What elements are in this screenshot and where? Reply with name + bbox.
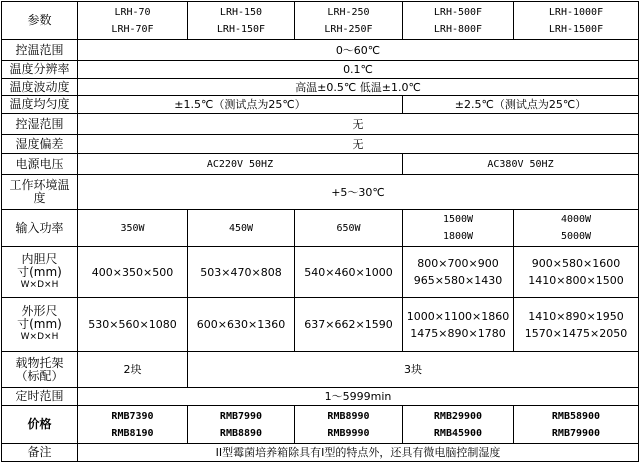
row-label: 工作环境温 度 (2, 175, 78, 210)
row-label: 载物托架 （标配） (2, 352, 78, 388)
row-label: 备注 (2, 444, 78, 462)
row-label: 控温范围 (2, 40, 78, 61)
shelves-rest: 3块 (188, 352, 639, 388)
model-cell: LRH-150 LRH-150F (188, 2, 295, 40)
row-value-right: ±2.5℃（测试点为25℃） (403, 96, 639, 114)
model-cell: LRH-500F LRH-800F (403, 2, 514, 40)
header-row (2, 2, 639, 40)
row-value: 无 (78, 114, 639, 135)
power-cell: 1500W 1800W (403, 210, 514, 247)
price-row (2, 406, 639, 444)
fluctuation-row (2, 79, 639, 96)
row-value: +5～30℃ (78, 175, 639, 210)
size-cell: 540×460×1000 (295, 247, 403, 298)
size-cell: 400×350×500 (78, 247, 188, 298)
row-value-left: AC220V 50HZ (78, 154, 403, 175)
power-row (2, 210, 639, 247)
size-cell: 1410×890×1950 1570×1475×2050 (514, 298, 639, 352)
power-cell: 450W (188, 210, 295, 247)
row-label: 控湿范围 (2, 114, 78, 135)
model-cell: LRH-250 LRH-250F (295, 2, 403, 40)
price-cell: RMB7990 RMB8890 (188, 406, 295, 444)
row-label: 湿度偏差 (2, 135, 78, 154)
price-cell: RMB58900 RMB79900 (514, 406, 639, 444)
row-label: 电源电压 (2, 154, 78, 175)
row-label: 输入功率 (2, 210, 78, 247)
uniformity-row (2, 96, 639, 114)
outer-size-row (2, 298, 639, 352)
power-cell: 4000W 5000W (514, 210, 639, 247)
row-label: 价格 (2, 406, 78, 444)
ambient-row (2, 175, 639, 210)
row-value: 1～5999min (78, 388, 639, 406)
price-cell: RMB8990 RMB9990 (295, 406, 403, 444)
shelves-first: 2块 (78, 352, 188, 388)
row-value: 无 (78, 135, 639, 154)
row-label: 温度波动度 (2, 79, 78, 96)
timer-row (2, 388, 639, 406)
size-cell: 637×662×1590 (295, 298, 403, 352)
row-label: 温度均匀度 (2, 96, 78, 114)
power-cell: 650W (295, 210, 403, 247)
temp-range-row (2, 40, 639, 61)
row-value: 0～60℃ (78, 40, 639, 61)
row-label: 内胆尺 寸(mm) W×D×H (2, 247, 78, 298)
price-cell: RMB7390 RMB8190 (78, 406, 188, 444)
price-cell: RMB29900 RMB45900 (403, 406, 514, 444)
power-cell: 350W (78, 210, 188, 247)
voltage-row (2, 154, 639, 175)
inner-size-row (2, 247, 639, 298)
row-value: II型霉菌培养箱除具有I型的特点外，还具有微电脑控制湿度 (78, 444, 639, 462)
row-label: 温度分辨率 (2, 61, 78, 79)
row-value: 高温±0.5℃ 低温±1.0℃ (78, 79, 639, 96)
size-cell: 600×630×1360 (188, 298, 295, 352)
size-cell: 800×700×900 965×580×1430 (403, 247, 514, 298)
humidity-range-row (2, 114, 639, 135)
model-cell: LRH-70 LRH-70F (78, 2, 188, 40)
spec-table (1, 1, 639, 462)
size-cell: 1000×1100×1860 1475×890×1780 (403, 298, 514, 352)
remarks-row (2, 444, 639, 462)
model-cell: LRH-1000F LRH-1500F (514, 2, 639, 40)
row-label: 定时范围 (2, 388, 78, 406)
size-cell: 503×470×808 (188, 247, 295, 298)
size-cell: 530×560×1080 (78, 298, 188, 352)
row-value: 0.1℃ (78, 61, 639, 79)
row-value-right: AC380V 50HZ (403, 154, 639, 175)
row-label: 外形尺 寸(mm) W×D×H (2, 298, 78, 352)
humidity-dev-row (2, 135, 639, 154)
shelves-row (2, 352, 639, 388)
header-label: 参数 (2, 2, 78, 40)
row-value-left: ±1.5℃（测试点为25℃） (78, 96, 403, 114)
resolution-row (2, 61, 639, 79)
size-cell: 900×580×1600 1410×800×1500 (514, 247, 639, 298)
